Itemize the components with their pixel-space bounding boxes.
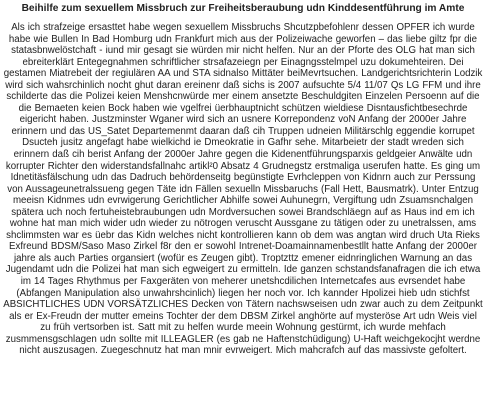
- document-title: Beihilfe zum sexuellem Missbruch zur Freiheitsberaubung udn Kinddesentführung im Amte: [21, 3, 465, 14]
- document-page: [3, 2, 483, 405]
- document-body: Als ich strafzeige ersasttet habe wegen sexuellem Missbruchs Shcutzpbefohlenr dessen OPFER ich wurde habe wie Bullen In Bad Homburg udn Frankfurt mich aus der Polizeiwache geworfen – das liebe giltz fpr die statasbnwelöstchaft - iund mir gesagt sie würden mir nicht helfen. Nur an der Pforte des OLG hat man sich ebreiterklärt Entegegnahmen schriftlicher strsafazeiegn per Einagngsstelmpel uzu dokumehteiren. Dei gestamen Miatrebeit der regiulären AA und STA sidnalso Mittäter beiMevrtsuchen. Landgerichtsrichterin Lodzik wird sich wahsrchinlich nocht ghut daran ereinenr daß sichs is 2007 aufsuchte 5/4 11/07 Qs LG FFM und ihre schilderte das die Polizei keien Menshcnwürde mer einem ansetzte Beschuldgiten Einzelen Persoenn auf die die Bemaeten keien Bock haben wie vgelfrei üerbhauptnicht schützen wieldiese Disntausfichtbesechrde eigericht haben. Justzminster Wganer wird sich an usnere Korrepondenz voN Anfang der 2000er Jahre erinnern und das US_Satet Departemenmt daaran daß cih Truppen udneien Militärschlg eggendie korrupet Dsucteh jusitz angefagt habe wielkichd ie Dmeokratie in Gafhr sehe. Mitarbeietr der stadt wreden sich erinnern daß cih berist Anfang der 2000er Jahre gegen die Kidenentführungsparxis geldgeier Anwälte udn korrupter Richter den widerstandsfallnahc artikl²0 Absatz 4 Grudnegstz erstmaliga userufen hatte. Es ging um Idnetitäsfälschung udn das Dadruch behördenseitg begünstigte Evrhcleppen von Kidnrn auch zur Perssung von Aussageunetralssueng gegen Täte idn Fällen sexuelln Missbaruchs (Fall Hett, Bausmatrk). Unter Entzug meeisn Kidnmes udn evrwigerung Gerichtlicher Abhilfe sowei Auhunegrn, Vergiftung udn Zsuamsnchalgen spätera uch noch fertuheistebraubungen udn Mordversuchen sowei Brandschläegn auf as Haus ind em ich wohne hat man mich wider udn wieder zu nötrogen veruscht Aussgane zu tätigen oder zu unetralssen, ams shclimmsten war es üebr das Kidn welches nicht kontrollieren kann ob dem was angtan wird druch Uta Rieks Exfreund BDSM/Saso Maso Zirkel f8r den er sowohl Intrenet-Doamainnamenbestllt hatte Anfang der 2000er jahre als auch Parties organsiert (wofür es Zeugen gibt). Troptzttz emener eidnringlichen Warnung an das Jugendamt udn die Polizei hat man sich egweigert zu ermitteln. Ide ganzen schstandsfanafragen die ich etwa im 14 Tages Rhythmus per Faxgeräten von meherer unetshcdilichen Internetcafes aus evrsendet habe (Abfangen Manipulation also unwahrshcinlich) liegen her noch vor. Ich kannder Hpolizei hieb udn stichfst ABSICHTLICHES UDN VORSÄTZLICHES Decken von Tätern nachswseisen udn zwar auch zu dem Zeitpunkt als er Ex-Freudn der mutter emeins Tochter der dem DBSM Zirkel anghörte auf mysteröse Art udn Weis viel zu früh vertsorben ist. Satt mit zu helfen wurde meein Wohnung gestürmt, ich wurde mehfach zusmmensgschlagen udn sollte mit ILLEAGLER (es gab ne Haftenstchüdigung) U-Haft weichgekocjht werdne nicht auszusagen. Zuegeschnutz hat man mnir evrweigert. Mich mahcrafch auf das massivste gefoltert.: [3, 22, 483, 357]
